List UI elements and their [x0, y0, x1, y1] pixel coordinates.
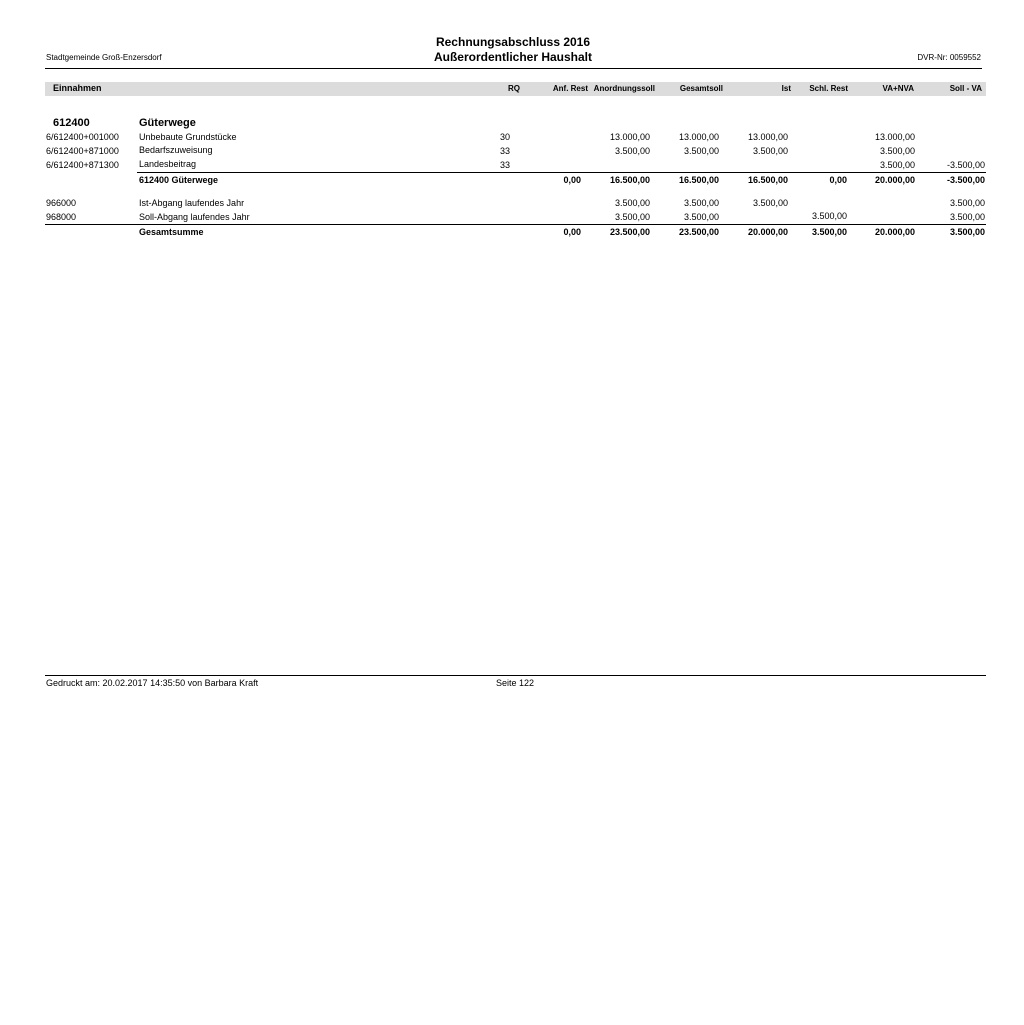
va-nva-value: 20.000,00: [874, 227, 915, 237]
schl-rest-value: 0,00: [829, 175, 847, 185]
ist-value: 13.000,00: [747, 132, 788, 142]
soll-va-value: -3.500,00: [946, 175, 985, 185]
municipality-name: Stadtgemeinde Groß-Enzersdorf: [46, 53, 162, 62]
anordnungssoll-value: 3.500,00: [614, 146, 650, 156]
va-nva-value: 3.500,00: [879, 160, 915, 170]
rq-value: 30: [500, 132, 511, 142]
gesamtsoll-value: 13.000,00: [678, 132, 719, 142]
account-number: 968000: [46, 212, 77, 222]
account-number: 6/612400+871000: [46, 146, 119, 156]
col-header-ist: Ist: [781, 84, 791, 93]
section-label: Einnahmen: [53, 83, 102, 93]
account-number: 6/612400+001000: [46, 132, 119, 142]
report-title: Rechnungsabschluss 2016: [435, 35, 591, 49]
anordnungssoll-value: 23.500,00: [609, 227, 650, 237]
gesamtsoll-value: 3.500,00: [683, 198, 719, 208]
row-text: Bedarfszuweisung: [139, 145, 213, 155]
col-header-anf-rest: Anf. Rest: [552, 84, 588, 93]
schl-rest-value: 3.500,00: [811, 211, 847, 221]
col-header-va-nva: VA+NVA: [882, 84, 914, 93]
account-number: 6/612400+871300: [46, 160, 119, 170]
gesamtsoll-value: 3.500,00: [683, 212, 719, 222]
anordnungssoll-value: 3.500,00: [614, 198, 650, 208]
footer-rule: [45, 675, 986, 676]
rq-value: 33: [500, 146, 511, 156]
gesamtsoll-value: 16.500,00: [678, 175, 719, 185]
anf-rest-value: 0,00: [563, 227, 581, 237]
va-nva-value: 20.000,00: [874, 175, 915, 185]
dvr-number: DVR-Nr: 0059552: [917, 53, 981, 62]
col-header-gesamtsoll: Gesamtsoll: [679, 84, 723, 93]
row-text: Soll-Abgang laufendes Jahr: [139, 212, 250, 222]
soll-va-value: -3.500,00: [946, 160, 985, 170]
anordnungssoll-value: 13.000,00: [609, 132, 650, 142]
account-number: 966000: [46, 198, 77, 208]
header-rule: [45, 68, 982, 69]
ist-value: 3.500,00: [752, 198, 788, 208]
va-nva-value: 13.000,00: [874, 132, 915, 142]
anf-rest-value: 0,00: [563, 175, 581, 185]
gesamtsoll-value: 3.500,00: [683, 146, 719, 156]
col-header-soll-va: Soll - VA: [949, 84, 982, 93]
report-subtitle: Außerordentlicher Haushalt: [433, 50, 593, 64]
total-rule: [45, 224, 986, 225]
col-header-anordnungssoll: Anordnungssoll: [593, 84, 655, 93]
soll-va-value: 3.500,00: [949, 227, 985, 237]
anordnungssoll-value: 16.500,00: [609, 175, 650, 185]
group-name: Güterwege: [139, 117, 196, 129]
group-code: 612400: [53, 117, 90, 129]
va-nva-value: 3.500,00: [879, 146, 915, 156]
ist-value: 16.500,00: [747, 175, 788, 185]
col-header-schl-rest: Schl. Rest: [809, 84, 848, 93]
row-text: Landesbeitrag: [139, 159, 197, 169]
soll-va-value: 3.500,00: [949, 198, 985, 208]
subtotal-label: 612400 Güterwege: [139, 175, 219, 185]
anordnungssoll-value: 3.500,00: [614, 212, 650, 222]
ist-value: 20.000,00: [747, 227, 788, 237]
ist-value: 3.500,00: [752, 146, 788, 156]
page-number: Seite 122: [496, 678, 535, 688]
subtotal-rule: [137, 172, 986, 173]
row-text: Ist-Abgang laufendes Jahr: [139, 198, 245, 208]
schl-rest-value: 3.500,00: [811, 227, 847, 237]
rq-value: 33: [500, 160, 511, 170]
gesamtsoll-value: 23.500,00: [678, 227, 719, 237]
total-label: Gesamtsumme: [139, 227, 204, 237]
row-text: Unbebaute Grundstücke: [139, 132, 237, 142]
col-header-rq: RQ: [508, 84, 520, 93]
soll-va-value: 3.500,00: [949, 212, 985, 222]
printed-info: Gedruckt am: 20.02.2017 14:35:50 von Barbara Kraft: [46, 678, 259, 688]
